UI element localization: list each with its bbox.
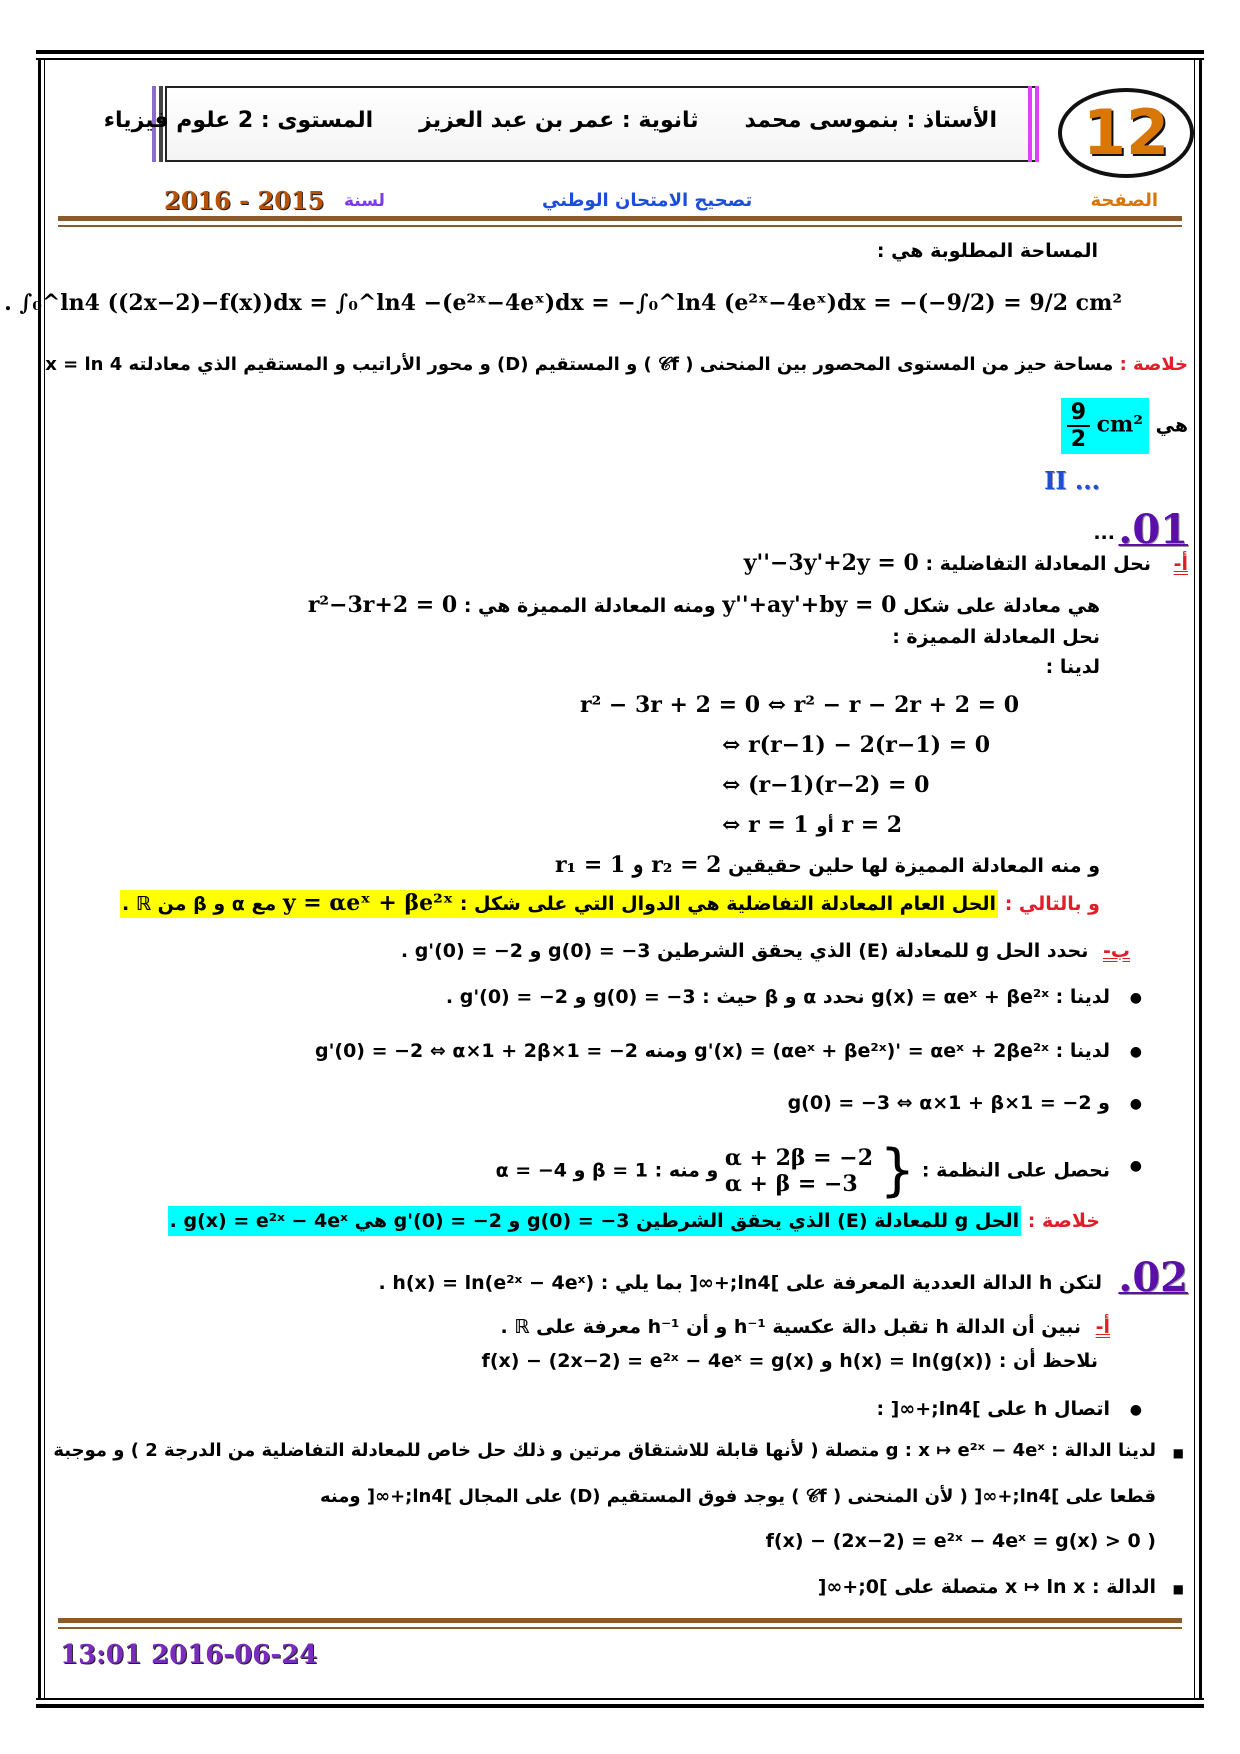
question-01-label: .01 xyxy=(1118,506,1188,553)
bullet-4-dot: ● xyxy=(1129,1158,1142,1174)
sq-2: الدالة : x ↦ ln x متصلة على ]0;+∞[ xyxy=(817,1576,1156,1598)
bullet-6-dot: ■ xyxy=(1172,1446,1184,1460)
bullet-3: و g(0) = −3 ⇔ α×1 + β×1 = −2 xyxy=(787,1092,1110,1114)
header-bars-right xyxy=(1028,86,1039,162)
page-label: الصفحة xyxy=(1090,190,1158,211)
frame-top-thick xyxy=(36,50,1204,54)
area-formula: . ∫₀^ln4 ((2x−2)−f(x))dx = ∫₀^ln4 −(e²ˣ−4eˣ)dx = −∫₀^ln4 (e²ˣ−4eˣ)dx = −(−9/2) = 9/2 cm² xyxy=(4,290,1122,316)
we-have: لدينا : xyxy=(1045,656,1100,678)
frame-top-thin xyxy=(36,58,1204,60)
summary-2: خلاصة : الحل g للمعادلة (E) الذي يحقق الشرطين g(0) = −3 و g'(0) = −2 هي g(x) = e²ˣ − 4eˣ . xyxy=(168,1210,1100,1232)
school-name: ثانوية : عمر بن عبد العزيز xyxy=(419,108,699,133)
system: α + 2β = −2 α + β = −3 xyxy=(724,1144,874,1197)
general-solution: و بالتالي : الحل العام المعادلة التفاضلية هي الدوال التي على شكل : y = αeˣ + βe²ˣ مع α و β من ℝ . xyxy=(121,890,1100,916)
bullet-1-dot: ● xyxy=(1129,990,1142,1006)
frame-right xyxy=(1199,60,1202,1698)
continuity-heading: اتصال h على ]ln4;+∞[ : xyxy=(876,1398,1110,1420)
a-label: أ- xyxy=(1173,553,1188,575)
level: المستوى : 2 علوم فيزياء xyxy=(103,108,374,133)
bullet-3-dot: ● xyxy=(1129,1096,1142,1112)
page-number-badge: 12 xyxy=(1058,88,1194,178)
question-02-label: .02 xyxy=(1118,1254,1188,1301)
form-line: هي معادلة على شكل y''+ay'+by = 0 ومنه المعادلة المميزة هي : r²−3r+2 = 0 xyxy=(307,592,1100,618)
area-intro: المساحة المطلوبة هي : xyxy=(876,240,1098,262)
bullet-2: لدينا : g'(x) = (αeˣ + βe²ˣ)' = αeˣ + 2βe²ˣ ومنه g'(0) = −2 ⇔ α×1 + 2β×1 = −2 xyxy=(314,1040,1110,1062)
summary-1 xyxy=(45,354,1188,375)
header-divider-2 xyxy=(58,225,1182,227)
question-02-text: لتكن h الدالة العددية المعرفة على ]ln4;+∞[ بما يلي : h(x) = ln(e²ˣ − 4eˣ) . xyxy=(378,1272,1102,1294)
bullet-1: لدينا : g(x) = αeˣ + βe²ˣ نحدد α و β حيث : g(0) = −3 و g'(0) = −2 . xyxy=(445,986,1110,1008)
header-divider-1 xyxy=(58,216,1182,221)
teacher-name: الأستاذ : بنموسى محمد xyxy=(744,108,997,133)
header-info xyxy=(104,108,997,133)
header-box xyxy=(103,86,1039,162)
footer-divider-1 xyxy=(58,1618,1182,1623)
doc-title: تصحيح الامتحان الوطني xyxy=(542,190,753,211)
solve-char: نحل المعادلة المميزة : xyxy=(892,626,1100,648)
bullet-2-dot: ● xyxy=(1129,1044,1142,1060)
system-brace: { xyxy=(879,1138,916,1203)
summary-1-text: مساحة حيز من المستوى المحصور بين المنحنى ( 𝒞f ) و المستقيم (D) و محور الأراتيب و المستقيم الذي معادلته x = ln 4 xyxy=(45,354,1114,375)
bullet-7-dot: ■ xyxy=(1172,1582,1184,1596)
step-4: ⇔ r = 1 أو r = 2 xyxy=(722,812,903,838)
summary-1-value-line xyxy=(1061,398,1188,454)
sq-1-line-1: لدينا الدالة : g : x ↦ e²ˣ − 4eˣ متصلة ( لأنها قابلة للاشتقاق مرتين و ذلك حل خاص للمعادلة التفاضلية من الدرجة 2 ) و موجبة xyxy=(53,1440,1156,1461)
step-2: ⇔ r(r−1) − 2(r−1) = 0 xyxy=(722,732,991,758)
summary-1-hi: هي xyxy=(1155,414,1188,437)
question-01-dots: ... xyxy=(1093,522,1115,544)
step-3: ⇔ (r−1)(r−2) = 0 xyxy=(722,772,930,798)
part-2-label: II ... xyxy=(1044,466,1100,495)
b-label: ب- xyxy=(1103,940,1130,962)
footer-date: 13:01 2016-06-24 xyxy=(60,1640,318,1670)
frame-right-inner xyxy=(1194,60,1195,1698)
frame-bottom-thick xyxy=(36,1704,1204,1708)
a2-label: أ- xyxy=(1095,1316,1110,1338)
summary-1-label: خلاصة : xyxy=(1119,354,1188,375)
a2-line: أ- نبين أن الدالة h تقبل دالة عكسية h⁻¹ و أن h⁻¹ معرفة على ℝ . xyxy=(500,1316,1110,1338)
summary-1-value: $\frac{9}{2}$ cm² xyxy=(1061,398,1149,454)
sq-1-line-2: قطعا على ]ln4;+∞[ ( لأن المنحنى ( 𝒞f ) يوجد فوق المستقيم (D) على المجال ]ln4;+∞[ ومنه xyxy=(319,1486,1156,1507)
step-1: r² − 3r + 2 = 0 ⇔ r² − r − 2r + 2 = 0 xyxy=(580,692,1020,718)
frame-bottom-thin xyxy=(36,1698,1204,1700)
note-line: نلاحظ أن : h(x) = ln(g(x)) و f(x) − (2x−2) = e²ˣ − 4eˣ = g(x) xyxy=(481,1350,1098,1372)
bullet-5-dot: ● xyxy=(1129,1402,1142,1418)
footer-divider-2 xyxy=(58,1627,1182,1629)
b-line: ب- نحدد الحل g للمعادلة (E) الذي يحقق الشرطين g(0) = −3 و g'(0) = −2 . xyxy=(400,940,1130,962)
bullet-4: نحصل على النظمة : { α + 2β = −2 α + β = −3 و منه : β = 1 و α = −4 xyxy=(495,1138,1110,1203)
year: 2016 - 2015 xyxy=(164,186,325,215)
sq-1-line-3: ( f(x) − (2x−2) = e²ˣ − 4eˣ = g(x) > 0 xyxy=(765,1530,1156,1552)
a-line: أ- نحل المعادلة التفاضلية : y''−3y'+2y = 0 xyxy=(743,550,1188,576)
year-label: لسنة xyxy=(344,191,385,211)
roots-line: و منه المعادلة المميزة لها حلين حقيقين r₁ = 1 و r₂ = 2 xyxy=(554,852,1100,878)
